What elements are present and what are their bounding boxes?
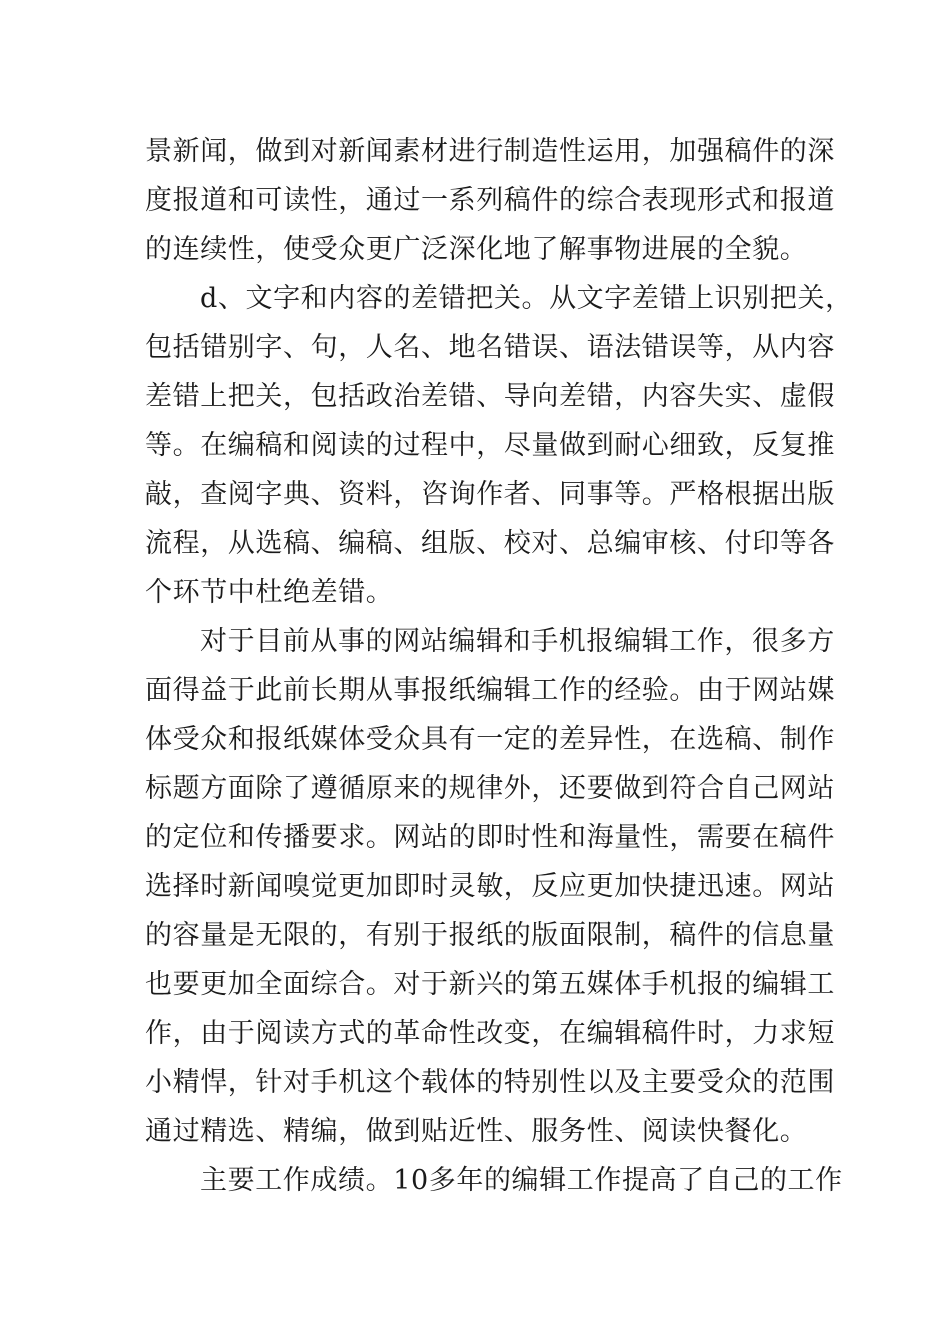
text-line: 对于目前从事的网站编辑和手机报编辑工作，很多方 (200, 626, 835, 657)
document-body (145, 127, 853, 1205)
text-line: 的定位和传播要求。网站的即时性和海量性，需要在稿件 (145, 822, 835, 853)
text-line: 包括错别字、句，人名、地名错误、语法错误等，从内容 (145, 332, 835, 363)
text-line: d、文字和内容的差错把关。从文字差错上识别把关， (200, 283, 853, 314)
text-line: 差错上把关，包括政治差错、导向差错，内容失实、虚假 (145, 381, 835, 412)
text-line: 度报道和可读性，通过一系列稿件的综合表现形式和报道 (145, 185, 835, 216)
text-line: 小精悍，针对手机这个载体的特别性以及主要受众的范围 (145, 1067, 835, 1098)
text-line: 标题方面除了遵循原来的规律外，还要做到符合自己网站 (145, 773, 835, 804)
text-line: 流程，从选稿、编稿、组版、校对、总编审核、付印等各 (145, 528, 835, 559)
text-line: 的容量是无限的，有别于报纸的版面限制，稿件的信息量 (145, 920, 835, 951)
text-line: 景新闻，做到对新闻素材进行制造性运用，加强稿件的深 (145, 136, 835, 167)
text-line: 个环节中杜绝差错。 (145, 577, 394, 608)
text-line: 的连续性，使受众更广泛深化地了解事物进展的全貌。 (145, 234, 808, 265)
text-line: 选择时新闻嗅觉更加即时灵敏，反应更加快捷迅速。网站 (145, 871, 835, 902)
text-line: 通过精选、精编，做到贴近性、服务性、阅读快餐化。 (145, 1116, 808, 1147)
text-line: 等。在编稿和阅读的过程中，尽量做到耐心细致，反复推 (145, 430, 835, 461)
text-line: 主要工作成绩。10多年的编辑工作提高了自己的工作 (200, 1165, 843, 1196)
text-line: 敲，查阅字典、资料，咨询作者、同事等。严格根据出版 (145, 479, 835, 510)
text-line: 体受众和报纸媒体受众具有一定的差异性，在选稿、制作 (145, 724, 835, 755)
text-line: 面得益于此前长期从事报纸编辑工作的经验。由于网站媒 (145, 675, 835, 706)
text-line: 也要更加全面综合。对于新兴的第五媒体手机报的编辑工 (145, 969, 835, 1000)
text-line: 作，由于阅读方式的革命性改变，在编辑稿件时，力求短 (145, 1018, 835, 1049)
